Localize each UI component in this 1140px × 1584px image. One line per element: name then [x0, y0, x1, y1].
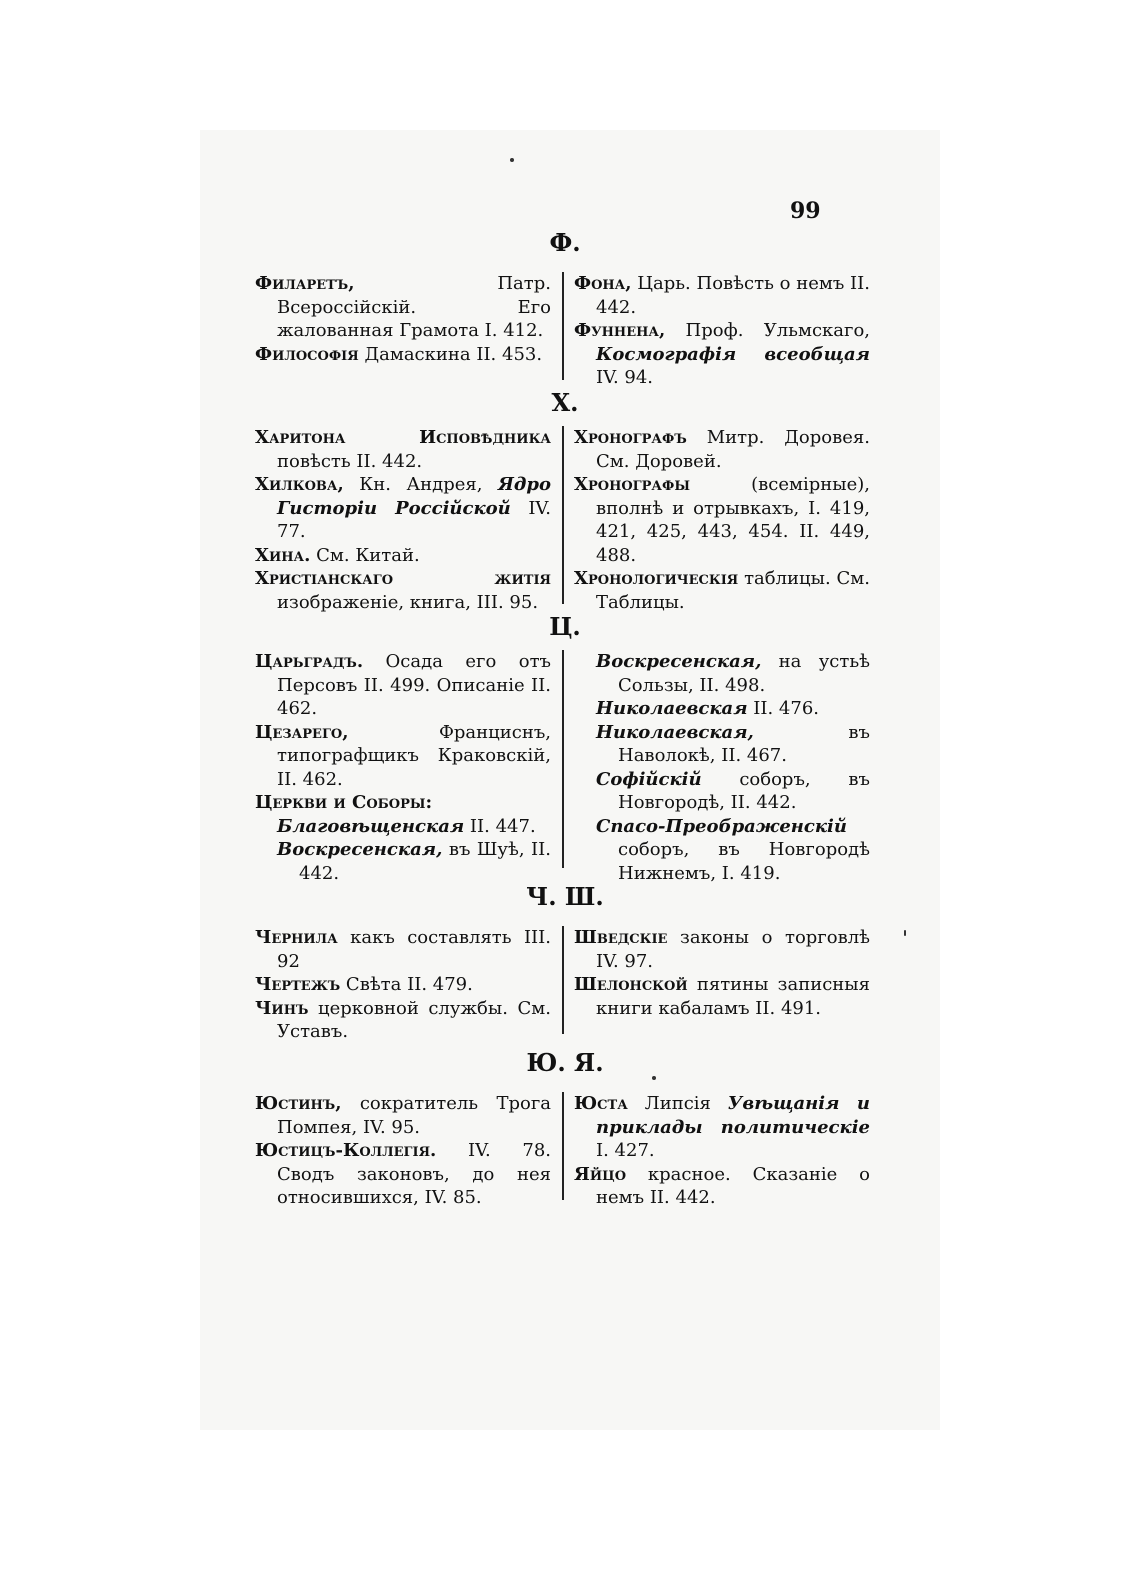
print-speck — [904, 930, 906, 936]
index-subentry: Благовѣщенская II. 447. — [277, 815, 536, 837]
left-column — [255, 1092, 551, 1210]
index-entry: Хина. См. Китай. — [255, 544, 420, 566]
index-entry: Чертежъ Свѣта II. 479. — [255, 974, 473, 995]
index-entry: Яйцо красное. Сказаніе о немъ II. 442. — [574, 1163, 870, 1208]
print-speck — [652, 1076, 656, 1080]
section-letter-yu-ya: Ю. Я. — [526, 1048, 604, 1077]
index-entry: Цезарего, Франциснъ, типографщикъ Краковскій, II. 462. — [255, 721, 551, 790]
section-f-block — [255, 272, 870, 388]
section-ch-sh-block — [255, 926, 870, 1042]
right-column — [574, 272, 870, 390]
column-divider — [562, 426, 564, 604]
index-entry: Чернила какъ составлять III. 92 — [255, 927, 551, 972]
index-subentry: Воскресенская, въ Шуѣ, II. 442. — [277, 839, 551, 884]
page-number: 99 — [790, 198, 821, 224]
index-entry: Фуннена, Проф. Ульмскаго, Космографія всеобщая IV. 94. — [574, 320, 870, 388]
index-entry: Шелонской пятины записныя книги кабаламъ II. 491. — [574, 974, 870, 1019]
index-entry: Хронографъ Митр. Доровея. См. Доровей. — [574, 427, 870, 472]
index-subentry: Воскресенская, на устьѣ Сользы, II. 498. — [596, 651, 870, 696]
index-entry: Царьградъ. Осада его отъ Персовъ II. 499. Описаніе II. 462. — [255, 651, 551, 719]
index-entry: Хронографы (всемірные), вполнѣ и отрывкахъ, I. 419, 421, 425, 443, 454. II. 449, 488. — [574, 474, 870, 566]
left-column — [255, 426, 551, 614]
index-entry: Философія Дамаскина II. 453. — [255, 343, 543, 365]
index-subentry: Софійскій соборъ, въ Новгородѣ, II. 442. — [596, 768, 870, 813]
index-entry: Христіанскаго житія изображеніе, книга, III. 95. — [255, 568, 551, 613]
column-divider — [562, 1092, 564, 1200]
index-entry: Церкви и Соборы: — [255, 792, 433, 813]
section-letter-ch-sh: Ч. Ш. — [526, 882, 604, 911]
index-entry: Харитона Исповѣдника повѣсть II. 442. — [255, 427, 551, 472]
column-divider — [562, 926, 564, 1034]
section-kh-block — [255, 426, 870, 613]
index-entry: Чинъ церковной службы. См. Уставъ. — [255, 997, 551, 1042]
index-entry: Хилкова, Кн. Андрея, Ядро Гисторіи Россійской IV. 77. — [255, 474, 551, 542]
left-column — [255, 272, 551, 366]
section-letter-ts: Ц. — [549, 612, 581, 641]
index-subentry: Николаевская II. 476. — [596, 698, 819, 719]
index-subentry: Спасо-Преображенскій соборъ, въ Новгородѣ Нижнемъ, I. 419. — [596, 815, 870, 884]
index-entry: Юстинъ, сократитель Трога Помпея, IV. 95. — [255, 1093, 551, 1138]
left-column — [255, 926, 551, 1044]
left-column — [255, 650, 551, 885]
section-letter-f: Ф. — [549, 228, 581, 257]
column-divider — [562, 650, 564, 868]
section-ts-block — [255, 650, 870, 884]
column-divider — [562, 272, 564, 380]
index-entry: Хронологическія таблицы. См. Таблицы. — [574, 568, 870, 613]
index-entry: Шведскіе законы о торговлѣ IV. 97. — [574, 927, 870, 972]
right-column — [574, 650, 870, 885]
right-column — [574, 426, 870, 614]
section-letter-kh: Х. — [551, 388, 579, 417]
print-speck — [510, 158, 514, 162]
right-column — [574, 926, 870, 1020]
index-entry: Фона, Царь. Повѣсть о немъ II. 442. — [574, 273, 870, 318]
index-entry: Филаретъ, Патр. Всероссійскій. Его жалованная Грамота I. 412. — [255, 273, 551, 341]
index-entry: Юстицъ-Коллегія. IV. 78. Сводъ законовъ, до нея относившихся, IV. 85. — [255, 1140, 551, 1208]
right-column — [574, 1092, 870, 1210]
section-yu-ya-block — [255, 1092, 870, 1208]
index-subentry: Николаевская, въ Наволокѣ, II. 467. — [596, 721, 870, 766]
index-entry: Юста Липсія Увѣщанія и приклады политическіе I. 427. — [574, 1093, 870, 1161]
